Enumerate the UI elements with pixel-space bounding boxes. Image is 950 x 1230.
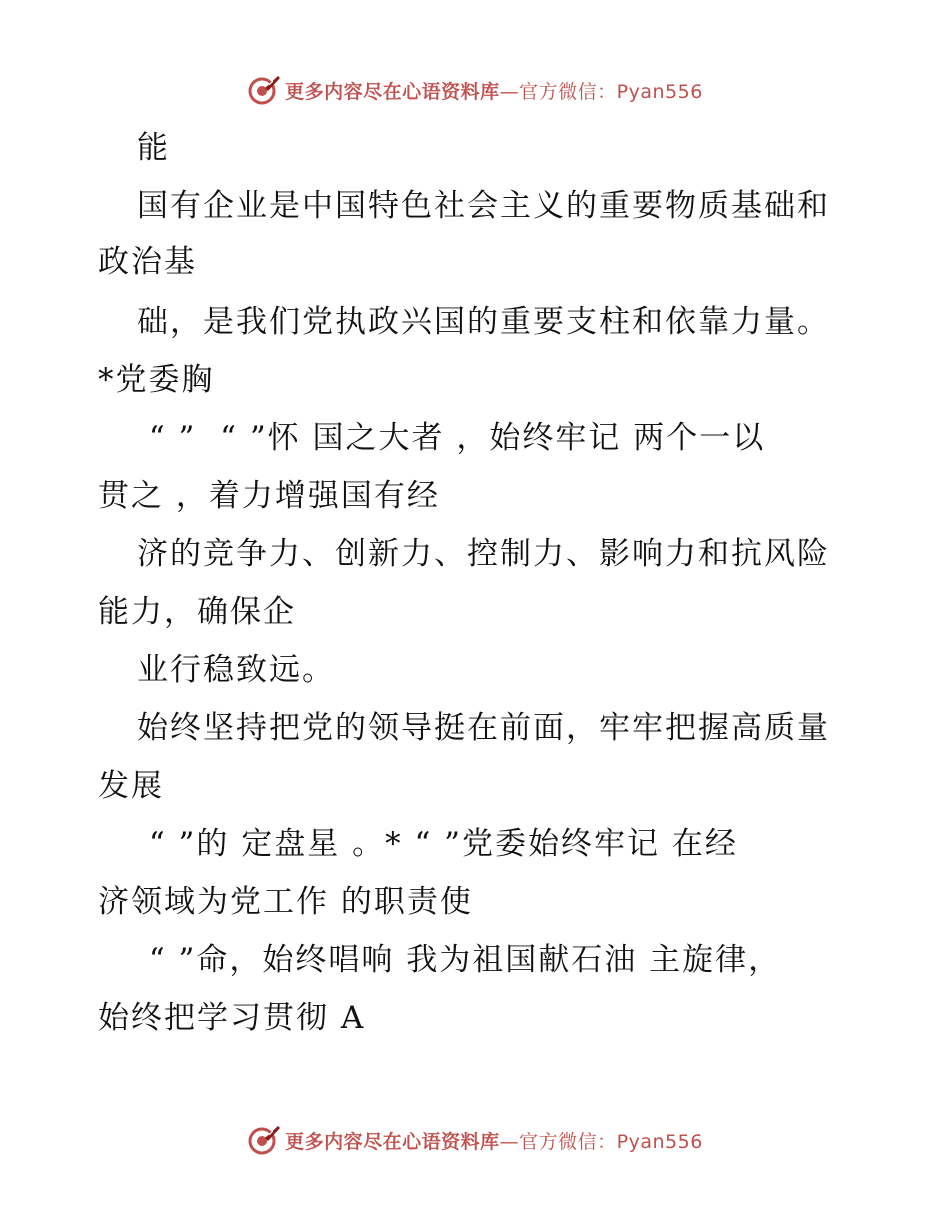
body-line: 国有企业是中国特色社会主义的重要物质基础和 bbox=[137, 188, 830, 224]
banner-wechat-text: 官方微信：Pyan556 bbox=[519, 80, 703, 103]
body-line: 能 bbox=[137, 130, 170, 166]
pen-nib-logo-icon bbox=[247, 1123, 281, 1157]
body-line: 业行稳致远。 bbox=[137, 652, 335, 688]
banner-text bbox=[285, 77, 703, 104]
body-line: “ ”的 定盘星 。* “ ”党委始终牢记 在经 bbox=[137, 826, 738, 862]
banner-wechat-text: 官方微信：Pyan556 bbox=[519, 1130, 703, 1153]
body-line: 发展 bbox=[98, 768, 164, 804]
body-line: 始终把学习贯彻 A bbox=[98, 1000, 366, 1036]
banner-separator: — bbox=[499, 1130, 520, 1153]
body-line: 能力，确保企 bbox=[98, 594, 296, 630]
body-line: 础，是我们党执政兴国的重要支柱和依靠力量。 bbox=[137, 304, 830, 340]
body-line: 济的竞争力、创新力、控制力、影响力和抗风险 bbox=[137, 536, 830, 572]
banner-brand-text: 更多内容尽在心语资料库 bbox=[285, 1130, 500, 1153]
banner-text bbox=[285, 1127, 703, 1154]
body-line: 政治基 bbox=[98, 244, 197, 280]
body-line: 始终坚持把党的领导挺在前面，牢牢把握高质量 bbox=[137, 710, 830, 746]
banner-separator: — bbox=[499, 80, 520, 103]
footer-banner bbox=[0, 1120, 950, 1160]
body-line: 贯之 ，着力增强国有经 bbox=[98, 478, 440, 514]
body-line: 济领域为党工作 的职责使 bbox=[98, 884, 473, 920]
pen-nib-logo-icon bbox=[247, 73, 281, 107]
body-line: “ ” “ ”怀 国之大者 ，始终牢记 两个一以 bbox=[137, 420, 766, 456]
header-banner bbox=[0, 70, 950, 110]
banner-brand-text: 更多内容尽在心语资料库 bbox=[285, 80, 500, 103]
body-line: “ ”命，始终唱响 我为祖国献石油 主旋律， bbox=[137, 942, 782, 978]
body-line: *党委胸 bbox=[98, 362, 215, 398]
